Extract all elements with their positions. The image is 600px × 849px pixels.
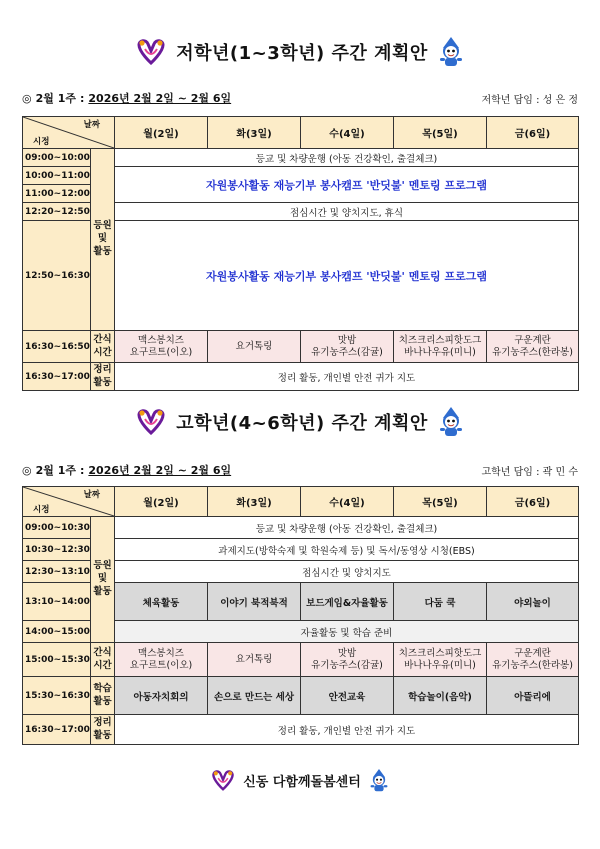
category-cell: 학습 활동: [91, 677, 115, 715]
corner-date-label: 날짜: [83, 120, 100, 130]
corner-time-label: 시정: [33, 505, 50, 515]
time-cell: 16:30~17:00: [23, 715, 91, 745]
category-cell: 정리 활동: [91, 715, 115, 745]
table-row: [23, 517, 579, 539]
table-row: [23, 715, 579, 745]
time-cell: 10:00~11:00: [23, 167, 91, 185]
snack-cell: 치즈크리스피핫도그 바나나우유(미니): [394, 331, 487, 363]
time-cell: 09:00~10:30: [23, 517, 91, 539]
table-row: [23, 149, 579, 167]
lower-teacher: 저학년 담임 : 성 은 정: [481, 95, 578, 106]
snack-cell: 맥스봉치즈 요구르트(이오): [115, 643, 208, 677]
upper-schedule-table: [22, 486, 579, 745]
category-cell: 간식 시간: [91, 643, 115, 677]
lower-title-block: [0, 36, 600, 68]
week-dates: 2026년 2월 2일 ~ 2월 6일: [88, 464, 232, 477]
snack-cell: 맛밤 유기농주스(감귤): [301, 643, 394, 677]
study-cell: 안전교육: [301, 677, 394, 715]
time-cell: 15:30~16:30: [23, 677, 91, 715]
free-activity-cell: 자율활동 및 학습 준비: [115, 621, 579, 643]
lunch-cell: 점심시간 및 양치지도, 휴식: [115, 203, 579, 221]
center-name: 신동 다함께돌봄센터: [243, 775, 361, 790]
snack-cell: 요거톡링: [208, 331, 301, 363]
snack-cell: 구운계란 유기농주스(한라봉): [487, 643, 579, 677]
week-label: 2월 1주: [35, 464, 76, 477]
heart-logo-icon: [136, 39, 166, 65]
week-symbol: ◎: [22, 463, 32, 477]
upper-teacher: 고학년 담임 : 곽 민 수: [481, 467, 578, 478]
snack-cell: 치즈크리스피핫도그 바나나우유(미니): [394, 643, 487, 677]
cleanup-cell: 정리 활동, 개인별 안전 귀가 지도: [115, 363, 579, 391]
table-row: [23, 363, 579, 391]
week-label: 2월 1주: [35, 92, 76, 105]
day-header: 월(2일): [115, 117, 208, 149]
lunch-cell: 점심시간 및 양치지도: [115, 561, 579, 583]
time-cell: 12:20~12:50: [23, 203, 91, 221]
activity-cell: 야외놀이: [487, 583, 579, 621]
day-header: 목(5일): [394, 117, 487, 149]
table-row: [23, 331, 579, 363]
footer: [0, 768, 600, 793]
lower-schedule-table: [22, 116, 579, 391]
mascot-icon: [369, 768, 389, 793]
upper-page-title: 고학년(4~6학년) 주간 계획안: [176, 413, 428, 434]
snack-cell: 맥스봉치즈 요구르트(이오): [115, 331, 208, 363]
upper-week-line: [22, 462, 578, 478]
heart-logo-icon: [136, 409, 166, 435]
time-cell: 15:00~15:30: [23, 643, 91, 677]
arrival-cell: 등교 및 차량운행 (아동 건강확인, 출결체크): [115, 149, 579, 167]
mascot-icon: [438, 406, 464, 438]
week-colon: :: [80, 463, 85, 477]
day-header: 화(3일): [208, 487, 301, 517]
snack-cell: 구운계란 유기농주스(한라봉): [487, 331, 579, 363]
day-header: 목(5일): [394, 487, 487, 517]
volunteer-program-cell: 자원봉사활동 재능기부 봉사캠프 '반딧불' 멘토링 프로그램: [115, 167, 579, 203]
day-header: 수(4일): [301, 117, 394, 149]
time-cell: 16:30~16:50: [23, 331, 91, 363]
homework-cell: 과제지도(방학숙제 및 학원숙제 등) 및 독서/동영상 시청(EBS): [115, 539, 579, 561]
activity-cell: 다둠 쿡: [394, 583, 487, 621]
corner-time-label: 시정: [33, 137, 50, 147]
arrival-cell: 등교 및 차량운행 (아동 건강확인, 출결체크): [115, 517, 579, 539]
study-cell: 아동자치회의: [115, 677, 208, 715]
week-dates: 2026년 2월 2일 ~ 2월 6일: [88, 92, 232, 105]
table-row: [23, 643, 579, 677]
heart-logo-icon: [211, 770, 235, 791]
upper-week-info: [22, 462, 231, 478]
time-cell: 16:30~17:00: [23, 363, 91, 391]
study-cell: 아뜰리에: [487, 677, 579, 715]
corner-cell: [23, 487, 115, 517]
time-cell: 12:30~13:10: [23, 561, 91, 583]
activity-cell: 이야기 북적북적: [208, 583, 301, 621]
week-colon: :: [80, 91, 85, 105]
study-cell: 학습놀이(음악): [394, 677, 487, 715]
time-cell: 13:10~14:00: [23, 583, 91, 621]
category-cell: 정리 활동: [91, 363, 115, 391]
snack-cell: 맛밤 유기농주스(감귤): [301, 331, 394, 363]
activity-cell: 체육활동: [115, 583, 208, 621]
table-row: [23, 677, 579, 715]
table-header-row: [23, 117, 579, 149]
category-cell: 등원 및 활동: [91, 149, 115, 331]
category-cell: 간식 시간: [91, 331, 115, 363]
corner-cell: [23, 117, 115, 149]
time-cell: 14:00~15:00: [23, 621, 91, 643]
volunteer-program-cell: 자원봉사활동 재능기부 봉사캠프 '반딧불' 멘토링 프로그램: [115, 221, 579, 331]
time-cell: 09:00~10:00: [23, 149, 91, 167]
activity-cell: 보드게임&자율활동: [301, 583, 394, 621]
cleanup-cell: 정리 활동, 개인별 안전 귀가 지도: [115, 715, 579, 745]
study-cell: 손으로 만드는 세상: [208, 677, 301, 715]
lower-week-info: [22, 90, 231, 106]
table-header-row: [23, 487, 579, 517]
day-header: 수(4일): [301, 487, 394, 517]
corner-date-label: 날짜: [83, 490, 100, 500]
day-header: 화(3일): [208, 117, 301, 149]
time-cell: 10:30~12:30: [23, 539, 91, 561]
time-cell: 12:50~16:30: [23, 221, 91, 331]
week-symbol: ◎: [22, 91, 32, 105]
lower-page-title: 저학년(1~3학년) 주간 계획안: [176, 43, 428, 64]
lower-week-line: [22, 90, 578, 106]
mascot-icon: [438, 36, 464, 68]
day-header: 금(6일): [487, 117, 579, 149]
snack-cell: 요거톡링: [208, 643, 301, 677]
day-header: 금(6일): [487, 487, 579, 517]
upper-title-block: [0, 406, 600, 438]
day-header: 월(2일): [115, 487, 208, 517]
time-cell: 11:00~12:00: [23, 185, 91, 203]
category-cell: 등원 및 활동: [91, 517, 115, 643]
